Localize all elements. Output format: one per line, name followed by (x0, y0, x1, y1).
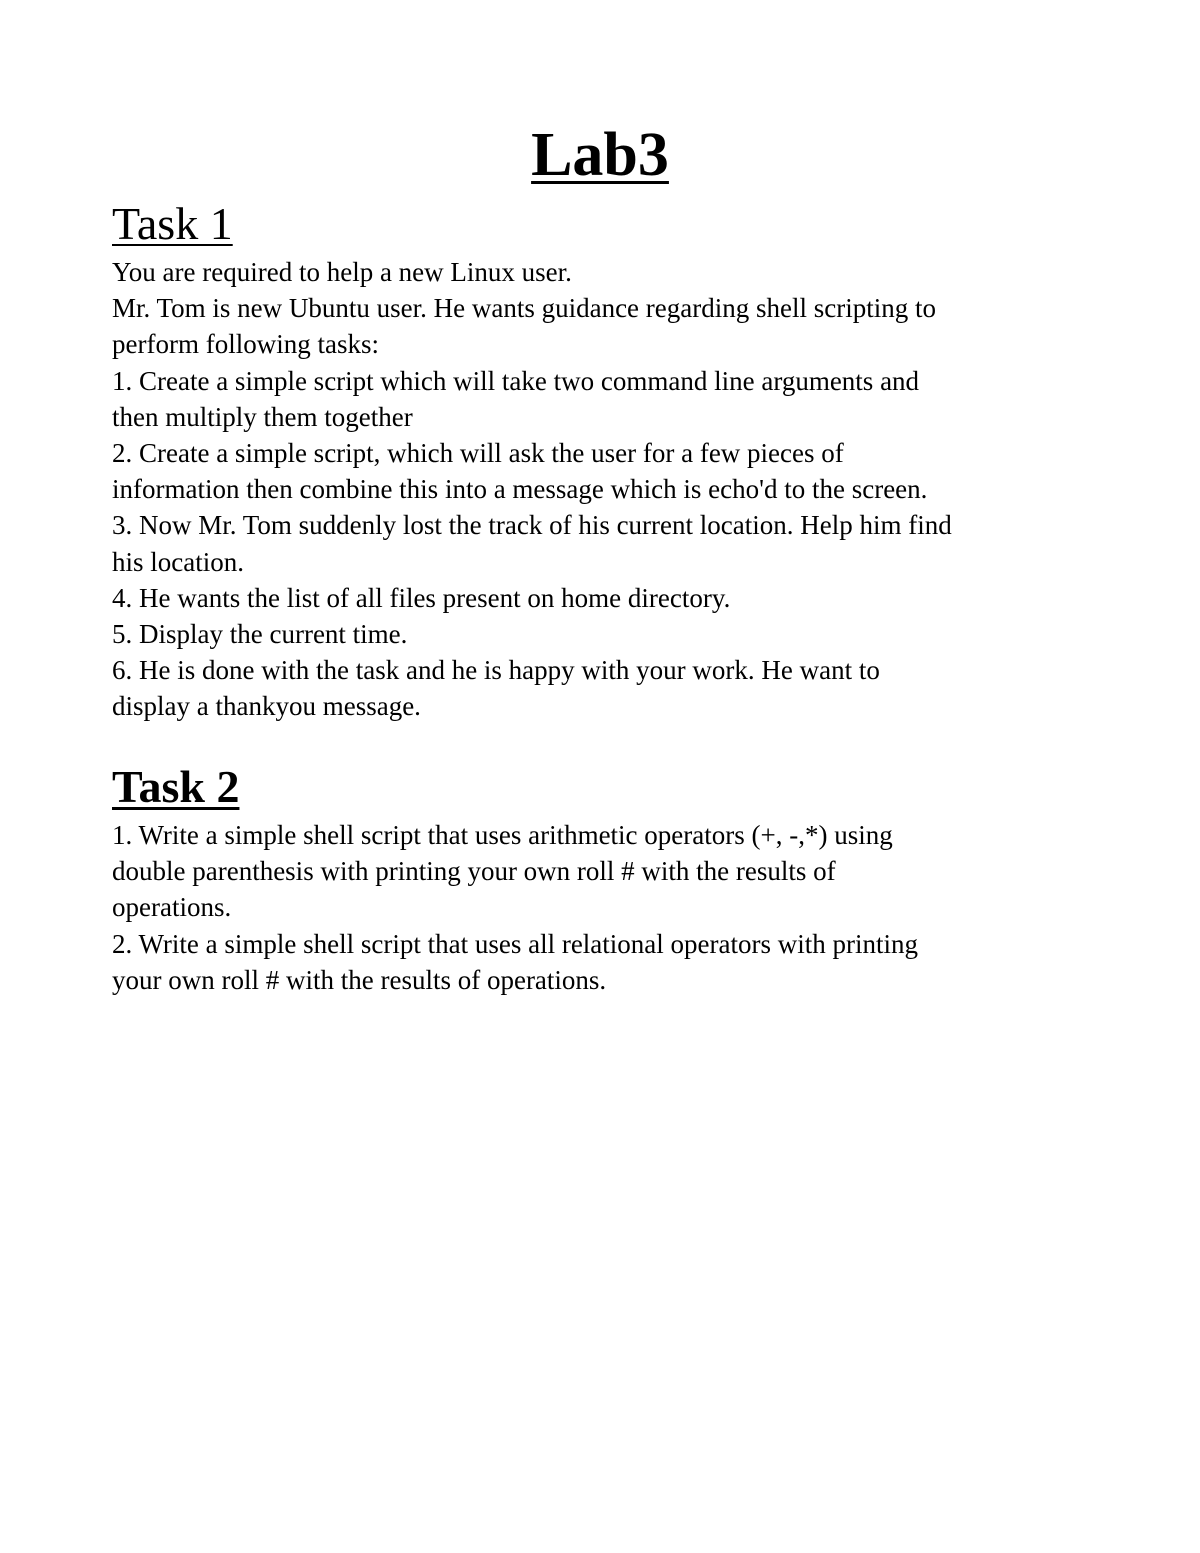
task2-heading: Task 2 (112, 761, 240, 812)
task1-heading: Task 1 (112, 198, 233, 249)
task1-line: 4. He wants the list of all files present on home directory. (112, 582, 731, 613)
task1-line: You are required to help a new Linux user. (112, 257, 572, 287)
task1-line: his location. (112, 546, 244, 577)
task1-line: 5. Display the current time. (112, 619, 408, 650)
task1-line: 6. He is done with the task and he is happy with your work. He want to (112, 655, 880, 686)
task1-line: display a thankyou message. (112, 691, 421, 722)
task1-line: 1. Create a simple script which will take two command line arguments and (112, 365, 920, 396)
task1-line: Mr. Tom is new Ubuntu user. He wants guidance regarding shell scripting to (112, 293, 936, 324)
task2-line: double parenthesis with printing your own roll # with the results of (112, 856, 836, 887)
task1-line: 2. Create a simple script, which will ask the user for a few pieces of (112, 438, 844, 469)
task2-body (112, 817, 1102, 998)
task1-body (112, 254, 1102, 725)
task2-line: 1. Write a simple shell script that uses arithmetic operators (+, -,*) using (112, 820, 893, 850)
task2-line: your own roll # with the results of operations. (112, 964, 607, 995)
task1-line: perform following tasks: (112, 329, 379, 360)
task1-line: information then combine this into a message which is echo'd to the screen. (112, 474, 928, 505)
task2-line: operations. (112, 892, 232, 923)
document-title: Lab3 (531, 121, 669, 189)
task1-line: 3. Now Mr. Tom suddenly lost the track of his current location. Help him find (112, 510, 952, 541)
task2-line: 2. Write a simple shell script that uses all relational operators with printing (112, 928, 918, 959)
task1-line: then multiply them together (112, 401, 413, 432)
